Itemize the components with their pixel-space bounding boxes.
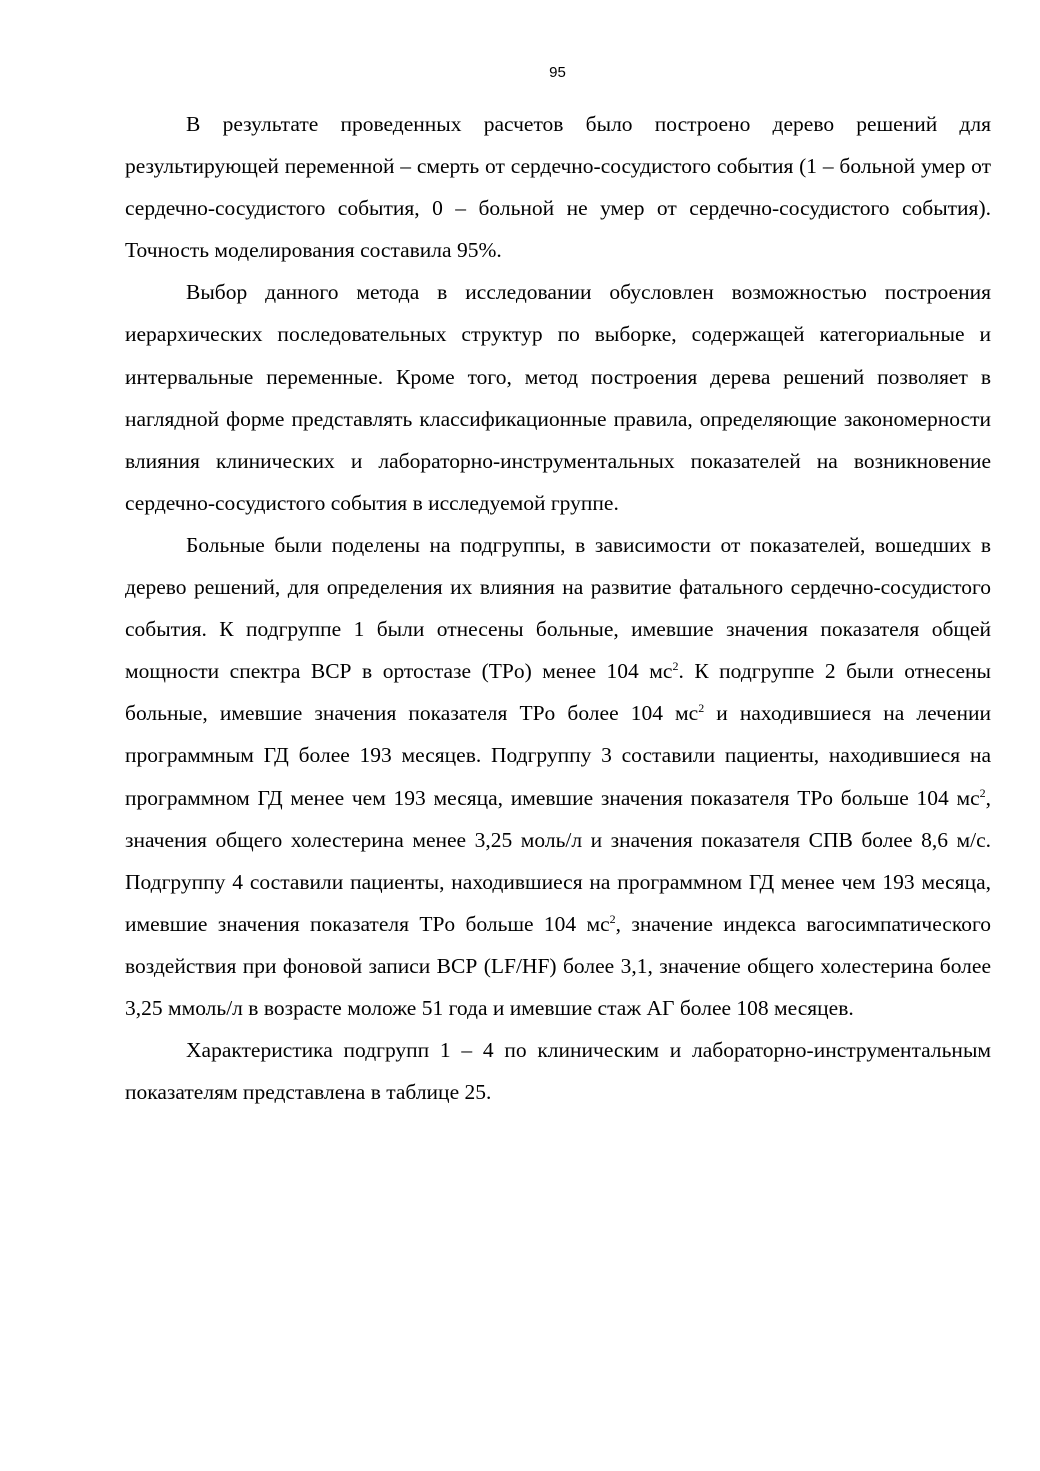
subgroups-text-1: Больные были поделены на подгруппы, в зависимости от показателей, вошедших в дерево решений, для определения их влияния на развитие фатального сердечно-сосудистого события. К подгруппе 1 были отнесены больные, имевшие значения показателя общей мощности спектра ВСР в ортостазе (TPо) менее 104 мс [125,532,991,684]
subgroups-text-4: , значения общего холестерина менее 3,25 моль/л и значения показателя СПВ более 8,6 м/с. Подгруппу 4 составили пациенты, находившиеся на программном ГД менее чем 193 месяца, имевшие значения показателя TPо больше 104 мс [125,785,991,936]
subgroups-text-5: , значение индекса вагосимпатического воздействия при фоновой записи ВСР (LF/HF) более 3,1, значение общего холестерина более 3,25 ммоль/л в возрасте моложе 51 года и имевшие стаж АГ более 108 месяцев. [125,911,991,1020]
superscript-2: 2 [979,785,986,800]
superscript-2: 2 [698,701,705,716]
paragraph-subgroups [125,524,991,1029]
paragraph-decision-tree-result: В результате проведенных расчетов было построено дерево решений для результирующей переменной – смерть от сердечно-сосудистого события (1 – больной умер от сердечно-сосудистого события, 0 – больной не умер от сердечно-сосудистого события). Точность моделирования составила 95%. [125,112,991,263]
body-text [125,103,991,1113]
paragraph-method-choice: Выбор данного метода в исследовании обусловлен возможностью построения иерархических последовательных структур по выборке, содержащей категориальные и интервальные переменные. Кроме того, метод построения дерева решений позволяет в наглядной форме представлять классификационные правила, определяющие закономерности влияния клинических и лабораторно-инструментальных показателей на возникновение сердечно-сосудистого события в исследуемой группе. [125,280,991,515]
subgroups-text-2: . К подгруппе 2 были отнесены больные, имевшие значения показателя TPо более 104 мс [125,659,991,726]
subgroups-text-3: и находившиеся на лечении программным ГД более 193 месяцев. Подгруппу 3 составили пациенты, находившиеся на программном ГД менее чем 193 месяца, имевшие значения показателя TPо больше 104 мс [125,701,991,810]
paragraph-table-reference: Характеристика подгрупп 1 – 4 по клиническим и лабораторно-инструментальным показателям представлена в таблице 25. [125,1038,991,1105]
superscript-2: 2 [609,911,616,926]
page-number: 95 [549,64,566,81]
superscript-2: 2 [672,659,679,674]
